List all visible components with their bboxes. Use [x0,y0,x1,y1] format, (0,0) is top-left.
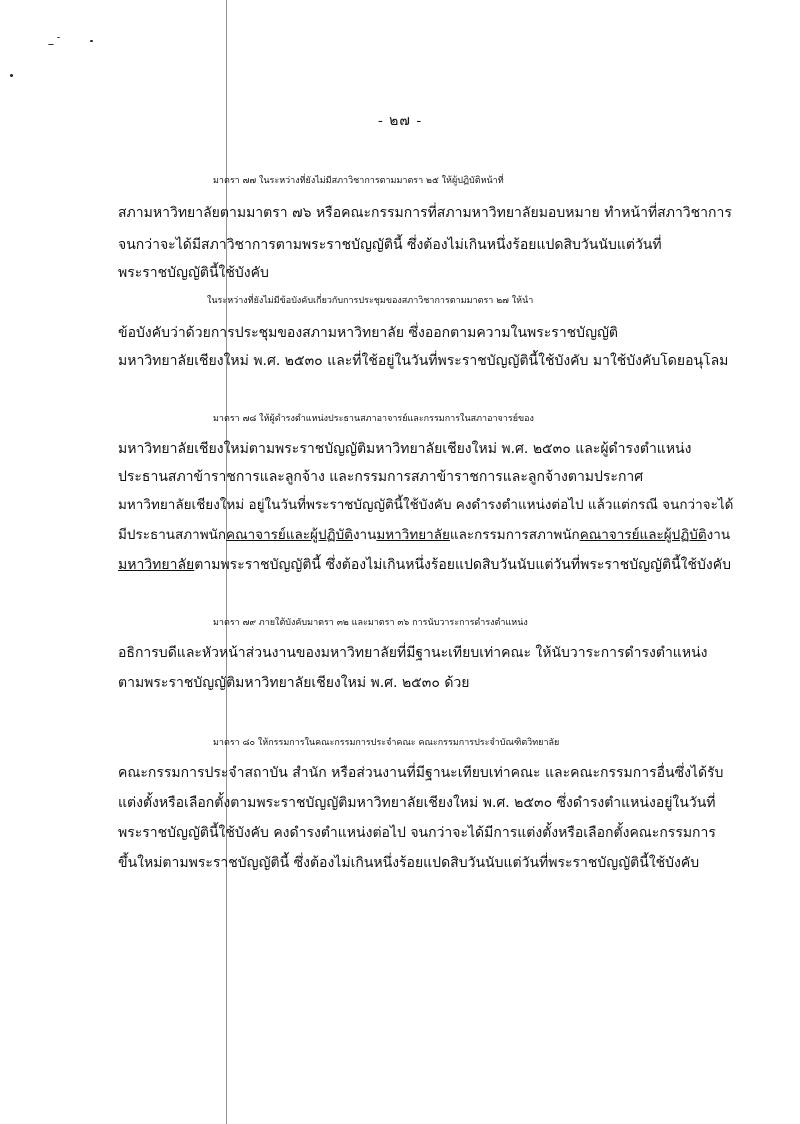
section-80-line: มาตรา ๘๐ ให้กรรมการในคณะกรรมการประจำคณะ คณะกรรมการประจำบัณฑิตวิทยาลัย [213,738,560,748]
section-77-para2-line: ข้อบังคับว่าด้วยการประชุมของสภามหาวิทยาลัย ซึ่งออกตามความในพระราชบัญญัติ [118,325,619,341]
section-80-line: แต่งตั้งหรือเลือกตั้งตามพระราชบัญญัติมหาวิทยาลัยเชียงใหม่ พ.ศ. ๒๕๓๐ ซึ่งดำรงตำแหน่งอยู่ในวันที่ [118,795,716,811]
section-78-line: มหาวิทยาลัยเชียงใหม่ตามพระราชบัญญัติมหาวิทยาลัยเชียงใหม่ พ.ศ. ๒๕๓๐ และผู้ดำรงตำแหน่ง [118,441,692,457]
section-80-line: พระราชบัญญัตินี้ใช้บังคับ คงดำรงตำแหน่งต่อไป จนกว่าจะได้มีการแต่งตั้งหรือเลือกตั้งคณะกรรมการ [118,825,716,841]
section-77-line: จนกว่าจะได้มีสภาวิชาการตามพระราชบัญญัตินี้ ซึ่งต้องไม่เกินหนึ่งร้อยแปดสิบวันนับแต่วันที่ [118,237,662,253]
text-run: และกรรมการสภาพนัก [449,527,580,543]
section-77-line: มาตรา ๗๗ ในระหว่างที่ยังไม่มีสภาวิชาการตามมาตรา ๒๕ ให้ผู้ปฏิบัติหน้าที่ [213,176,504,186]
scan-speck [48,44,54,45]
text-run: งาน [352,527,377,543]
section-78-line: มาตรา ๗๘ ให้ผู้ดำรงตำแหน่งประธานสภาอาจารย์และกรรมการในสภาอาจารย์ของ [213,414,534,424]
amended-text: มหาวิทยาลัย [118,557,195,573]
section-77-line: พระราชบัญญัตินี้ใช้บังคับ [118,265,269,281]
section-78-line [118,556,738,574]
scan-speck [10,74,13,77]
section-79-line: มาตรา ๗๙ ภายใต้บังคับมาตรา ๓๒ และมาตรา ๓๖ การนับวาระการดำรงตำแหน่ง [213,618,528,628]
amended-text: คณาจารย์และผู้ปฏิบัติ [579,527,707,543]
page-number: - ๒๗ - [377,113,423,129]
section-78-line: มหาวิทยาลัยเชียงใหม่ อยู่ในวันที่พระราชบัญญัตินี้ใช้บังคับ คงดำรงตำแหน่งต่อไป แล้วแต่กรณี จนกว่าจะได้ [118,497,734,513]
section-77-line: สภามหาวิทยาลัยตามมาตรา ๗๖ หรือคณะกรรมการที่สภามหาวิทยาลัยมอบหมาย ทำหน้าที่สภาวิชาการ [118,205,732,221]
amended-text: คณาจารย์และผู้ปฏิบัติ [226,527,353,543]
text-run: มีประธานสภาพนัก [118,527,227,543]
section-79-line: อธิการบดีและหัวหน้าส่วนงานของมหาวิทยาลัยที่มีฐานะเทียบเท่าคณะ ให้นับวาระการดำรงตำแหน่ง [118,645,708,661]
scan-speck [57,37,60,38]
section-78-line: ประธานสภาข้าราชการและลูกจ้าง และกรรมการสภาข้าราชการและลูกจ้างตามประกาศ [118,469,644,485]
amended-text: มหาวิทยาลัย [376,527,450,543]
section-77-para2-line: มหาวิทยาลัยเชียงใหม่ พ.ศ. ๒๕๓๐ และที่ใช้อยู่ในวันที่พระราชบัญญัตินี้ใช้บังคับ มาใช้บังคับโดยอนุโลม [118,353,729,369]
section-80-line: คณะกรรมการประจำสถาบัน สำนัก หรือส่วนงานที่มีฐานะเทียบเท่าคณะ และคณะกรรมการอื่นซึ่งได้รับ [118,765,724,781]
section-78-line [118,526,738,544]
text-run: งาน [706,527,731,543]
section-80-line: ขึ้นใหม่ตามพระราชบัญญัตินี้ ซึ่งต้องไม่เกินหนึ่งร้อยแปดสิบวันนับแต่วันที่พระราชบัญญัตินี้ใช้บังคับ [118,855,700,871]
scan-speck [90,40,93,42]
section-77-para2-line: ในระหว่างที่ยังไม่มีข้อบังคับเกี่ยวกับการประชุมของสภาวิชาการตามมาตรา ๒๗ ให้นำ [207,296,534,306]
text-run: ตามพระราชบัญญัตินี้ ซึ่งต้องไม่เกินหนึ่งร้อยแปดสิบวันนับแต่วันที่พระราชบัญญัตินี้ใช้บังคับ [194,557,731,573]
section-79-line: ตามพระราชบัญญัติมหาวิทยาลัยเชียงใหม่ พ.ศ. ๒๕๓๐ ด้วย [118,675,470,691]
